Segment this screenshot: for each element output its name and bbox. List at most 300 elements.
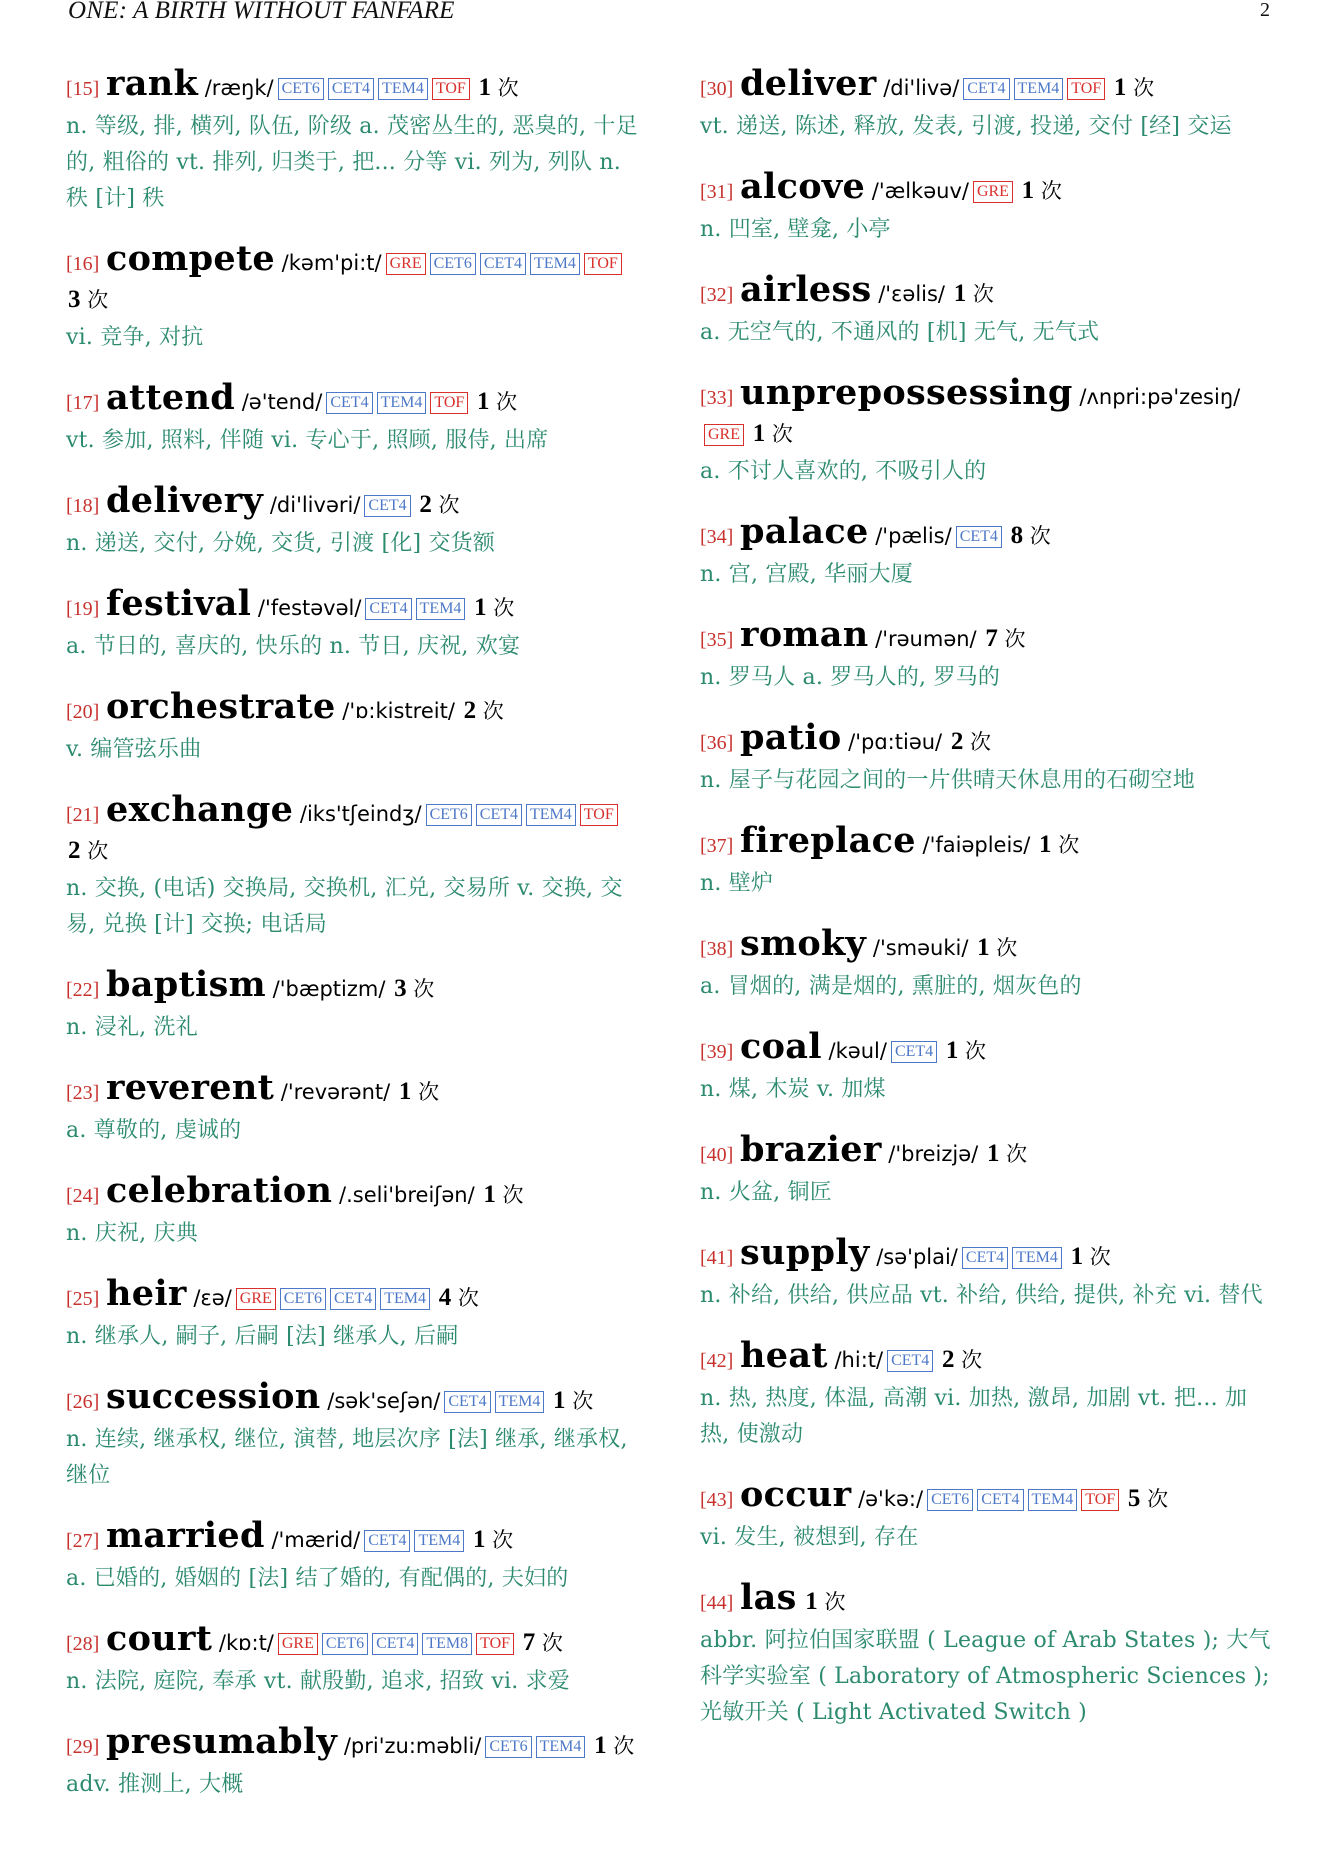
entry-headline (66, 1515, 638, 1559)
count-suffix: 次 (572, 1389, 594, 1413)
headword: compete (106, 238, 275, 279)
definition: vi. 竞争, 对抗 (66, 325, 204, 350)
entry-headline (700, 1026, 1275, 1070)
count-number: 1 (483, 1181, 496, 1208)
headword: alcove (740, 166, 866, 207)
entry-index: [17] (66, 392, 100, 414)
vocab-entry (700, 1026, 1275, 1108)
phonetic: /sək'seʃən/ (327, 1389, 441, 1413)
frequency-count (1071, 1245, 1111, 1269)
count-suffix: 次 (613, 1734, 635, 1758)
entry-headline (700, 717, 1275, 761)
vocab-entry (66, 377, 638, 459)
definition: n. 壁炉 (700, 871, 774, 896)
entry-index: [16] (66, 253, 100, 275)
headword: married (106, 1515, 265, 1556)
count-suffix: 次 (502, 1183, 524, 1207)
frequency-count (594, 1734, 634, 1758)
exam-tag-tem4: TEM4 (536, 1736, 586, 1758)
frequency-count (753, 422, 793, 446)
frequency-count (477, 390, 517, 414)
entry-headline (700, 820, 1275, 864)
headword: orchestrate (106, 686, 336, 727)
vocab-entry (700, 717, 1275, 799)
headword: fireplace (740, 820, 916, 861)
definition: vt. 递送, 陈述, 释放, 发表, 引渡, 投递, 交付 [经] 交运 (700, 114, 1232, 139)
vocab-entry (700, 372, 1275, 490)
vocab-entry (700, 923, 1275, 1005)
phonetic: /ræŋk/ (204, 76, 274, 100)
vocab-entry (66, 964, 638, 1046)
phonetic: /εə/ (193, 1286, 232, 1310)
exam-tag-gre: GRE (704, 424, 744, 446)
headword: supply (740, 1232, 870, 1273)
exam-tag-tem4: TEM4 (1014, 78, 1064, 100)
count-number: 1 (474, 594, 487, 621)
count-number: 1 (1021, 177, 1035, 204)
count-number: 1 (977, 934, 990, 961)
phonetic: /'εəlis/ (878, 282, 946, 306)
vocab-entry (66, 480, 638, 562)
count-number: 1 (805, 1588, 818, 1615)
definition: n. 庆祝, 庆典 (66, 1221, 198, 1246)
count-number: 1 (594, 1732, 607, 1759)
count-suffix: 次 (87, 839, 109, 863)
entry-headline (66, 686, 638, 730)
count-suffix: 次 (497, 76, 519, 100)
definition: a. 无空气的, 不通风的 [机] 无气, 无气式 (700, 320, 1100, 345)
entry-headline (66, 1273, 638, 1317)
entry-index: [44] (700, 1592, 734, 1614)
count-number: 1 (752, 420, 766, 447)
entry-index: [35] (700, 629, 734, 651)
entry-index: [19] (66, 598, 100, 620)
entry-index: [27] (66, 1530, 100, 1552)
entry-index: [25] (66, 1288, 100, 1310)
exam-tag-tof: TOF (1067, 78, 1105, 100)
frequency-count (1039, 833, 1079, 857)
count-suffix: 次 (457, 1286, 479, 1310)
frequency-count (1128, 1487, 1168, 1511)
phonetic: /'pælis/ (875, 524, 952, 548)
frequency-count (553, 1389, 593, 1413)
count-suffix: 次 (1133, 76, 1155, 100)
right-column (700, 63, 1275, 1755)
phonetic: /'pɑ:tiəu/ (848, 730, 943, 754)
entry-index: [21] (66, 804, 100, 826)
count-suffix: 次 (970, 730, 992, 754)
count-suffix: 次 (996, 936, 1018, 960)
entry-index: [30] (700, 78, 734, 100)
exam-tag-cet4: CET4 (364, 1530, 410, 1552)
exam-tag-cet4: CET4 (962, 1247, 1008, 1269)
definition: vt. 参加, 照料, 伴随 vi. 专心于, 照顾, 服侍, 出席 (66, 428, 549, 453)
frequency-count (473, 1528, 513, 1552)
phonetic: /'ælkəuv/ (871, 179, 969, 203)
exam-tag-cet6: CET6 (485, 1736, 531, 1758)
definition: adv. 推测上, 大概 (66, 1772, 244, 1797)
frequency-count (399, 1080, 439, 1104)
count-suffix: 次 (961, 1348, 983, 1372)
definition: n. 热, 热度, 体温, 高潮 vi. 加热, 激昂, 加剧 vt. 把... 加热, 使激动 (700, 1386, 1248, 1447)
entry-headline (66, 1170, 638, 1214)
entry-index: [28] (66, 1633, 100, 1655)
frequency-count (977, 936, 1017, 960)
definition: n. 浸礼, 洗礼 (66, 1015, 198, 1040)
exam-tag-cet4: CET4 (372, 1633, 418, 1655)
headword: rank (106, 63, 199, 104)
headword: airless (740, 269, 872, 310)
exam-tag-cet4: CET4 (956, 526, 1002, 548)
count-suffix: 次 (492, 1528, 514, 1552)
entry-index: [18] (66, 495, 100, 517)
count-number: 4 (438, 1284, 452, 1311)
count-suffix: 次 (413, 977, 435, 1001)
count-suffix: 次 (1029, 524, 1051, 548)
page-number: 2 (1260, 0, 1270, 21)
count-number: 1 (476, 388, 490, 415)
count-number: 7 (522, 1629, 536, 1656)
entry-headline (700, 1232, 1275, 1276)
entry-headline (700, 166, 1275, 210)
exam-tag-gre: GRE (236, 1288, 276, 1310)
definition: n. 补给, 供给, 供应品 vt. 补给, 供给, 提供, 补充 vi. 替代 (700, 1283, 1263, 1308)
definition: n. 递送, 交付, 分娩, 交货, 引渡 [化] 交货额 (66, 531, 496, 556)
count-number: 8 (1010, 522, 1024, 549)
vocab-entry (66, 1376, 638, 1494)
exam-tag-cet4: CET4 (364, 495, 410, 517)
frequency-count (951, 730, 991, 754)
definition: n. 罗马人 a. 罗马人的, 罗马的 (700, 665, 1001, 690)
definition: v. 编管弦乐曲 (66, 737, 202, 762)
phonetic: /ʌnpri:pə'zesiŋ/ (1079, 385, 1241, 409)
count-number: 1 (1039, 831, 1052, 858)
frequency-count (805, 1590, 845, 1614)
vocab-entry (66, 238, 638, 356)
definition: n. 屋子与花园之间的一片供晴天休息用的石砌空地 (700, 768, 1195, 793)
exam-tag-tem4: TEM4 (380, 1288, 430, 1310)
running-title: ONE: A BIRTH WITHOUT FANFARE (68, 0, 455, 24)
entry-headline (700, 1335, 1275, 1379)
entry-index: [40] (700, 1144, 734, 1166)
entry-headline (66, 377, 638, 421)
vocab-entry (66, 789, 638, 943)
headword: reverent (106, 1067, 275, 1108)
headword: delivery (106, 480, 264, 521)
definition: n. 法院, 庭院, 奉承 vt. 献殷勤, 追求, 招致 vi. 求爱 (66, 1669, 570, 1694)
definition: n. 继承人, 嗣子, 后嗣 [法] 继承人, 后嗣 (66, 1324, 459, 1349)
count-suffix: 次 (1006, 1142, 1028, 1166)
frequency-count (987, 1142, 1027, 1166)
definition: a. 不讨人喜欢的, 不吸引人的 (700, 459, 987, 484)
vocab-entry (66, 1170, 638, 1252)
entry-index: [32] (700, 284, 734, 306)
definition: n. 宫, 宫殿, 华丽大厦 (700, 562, 913, 587)
exam-tag-cet6: CET6 (927, 1489, 973, 1511)
exam-tag-tem4: TEM4 (1012, 1247, 1062, 1269)
frequency-count (464, 699, 504, 723)
entry-index: [15] (66, 78, 100, 100)
phonetic: /ə'kə:/ (858, 1487, 924, 1511)
headword: exchange (106, 789, 294, 830)
exam-tag-tof: TOF (580, 804, 618, 826)
entry-headline (700, 1577, 1275, 1621)
headword: succession (106, 1376, 321, 1417)
frequency-count (1011, 524, 1051, 548)
count-number: 3 (68, 286, 81, 313)
count-suffix: 次 (1089, 1245, 1111, 1269)
headword: smoky (740, 923, 867, 964)
exam-tag-cet4: CET4 (328, 78, 374, 100)
frequency-count (394, 977, 434, 1001)
entry-headline (700, 511, 1275, 555)
exam-tag-cet4: CET4 (891, 1041, 937, 1063)
count-number: 2 (419, 491, 432, 518)
definition: n. 煤, 木炭 v. 加煤 (700, 1077, 886, 1102)
definition: a. 冒烟的, 满是烟的, 熏脏的, 烟灰色的 (700, 974, 1082, 999)
definition: n. 交换, (电话) 交换局, 交换机, 汇兑, 交易所 v. 交换, 交易, 兑换 [计] 交换; 电话局 (66, 876, 623, 937)
phonetic: /hi:t/ (834, 1348, 884, 1372)
headword: coal (740, 1026, 822, 1067)
vocab-entry (66, 686, 638, 768)
count-number: 5 (1127, 1485, 1141, 1512)
entry-headline (700, 923, 1275, 967)
headword: attend (106, 377, 236, 418)
vocab-entry (700, 511, 1275, 593)
phonetic: /'mærid/ (271, 1528, 361, 1552)
exam-tag-tem4: TEM4 (495, 1391, 545, 1413)
phonetic: /'bæptizm/ (272, 977, 386, 1001)
frequency-count (478, 76, 518, 100)
definition: abbr. 阿拉伯国家联盟 ( League of Arab States ); 大气科学实验室 ( Laboratory of Atmospheric Sciences ); 光敏开关 ( Light Activated Switch ) (700, 1628, 1271, 1725)
headword: baptism (106, 964, 266, 1005)
entry-headline (66, 964, 638, 1008)
exam-tag-tof: TOF (1081, 1489, 1119, 1511)
frequency-count (523, 1631, 563, 1655)
entry-index: [34] (700, 526, 734, 548)
count-number: 1 (1113, 74, 1127, 101)
phonetic: /kəm'pi:t/ (281, 251, 382, 275)
count-suffix: 次 (1004, 627, 1026, 651)
phonetic: /.seli'breiʃən/ (339, 1183, 475, 1207)
entry-index: [37] (700, 835, 734, 857)
frequency-count (954, 282, 994, 306)
entry-index: [39] (700, 1041, 734, 1063)
vocab-entry (700, 1129, 1275, 1211)
frequency-count (483, 1183, 523, 1207)
vocab-entry (66, 1515, 638, 1597)
phonetic: /iks'tʃeindʒ/ (299, 802, 422, 826)
definition: n. 等级, 排, 横列, 队伍, 阶级 a. 茂密丛生的, 恶臭的, 十足的, 粗俗的 vt. 排列, 归类于, 把... 分等 vi. 列为, 列队 n. 秩 [计] 秩 (66, 114, 638, 211)
definition: vi. 发生, 被想到, 存在 (700, 1525, 919, 1550)
exam-tag-cet4: CET4 (365, 598, 411, 620)
exam-tag-cet4: CET4 (480, 253, 526, 275)
entry-headline (66, 1618, 638, 1662)
count-number: 7 (985, 625, 998, 652)
count-number: 1 (553, 1387, 566, 1414)
exam-tag-gre: GRE (973, 181, 1013, 203)
count-number: 1 (945, 1037, 959, 1064)
count-number: 1 (398, 1078, 412, 1105)
headword: heir (106, 1273, 187, 1314)
phonetic: /pri'zu:məbli/ (343, 1734, 482, 1758)
entry-index: [22] (66, 979, 100, 1001)
vocab-entry (700, 820, 1275, 902)
entry-headline (66, 63, 638, 107)
entry-index: [31] (700, 181, 734, 203)
headword: roman (740, 614, 869, 655)
count-number: 2 (68, 837, 81, 864)
headword: court (106, 1618, 213, 1659)
headword: heat (740, 1335, 828, 1376)
entry-index: [20] (66, 701, 100, 723)
vocab-entry (66, 1067, 638, 1149)
vocab-entry (66, 1618, 638, 1700)
count-suffix: 次 (482, 699, 504, 723)
exam-tag-cet6: CET6 (278, 78, 324, 100)
entry-headline (700, 1474, 1275, 1518)
vocab-entry (700, 269, 1275, 351)
count-suffix: 次 (541, 1631, 563, 1655)
exam-tag-gre: GRE (278, 1633, 318, 1655)
entry-index: [26] (66, 1391, 100, 1413)
entry-headline (700, 1129, 1275, 1173)
headword: las (740, 1577, 797, 1618)
count-suffix: 次 (418, 1080, 440, 1104)
entry-headline (66, 1067, 638, 1111)
count-number: 2 (941, 1346, 955, 1373)
entry-headline (66, 1376, 638, 1420)
count-suffix: 次 (438, 493, 460, 517)
count-number: 1 (986, 1140, 1000, 1167)
entry-headline (66, 789, 638, 869)
exam-tag-cet4: CET4 (887, 1350, 933, 1372)
phonetic: /di'livəri/ (269, 493, 361, 517)
headword: brazier (740, 1129, 882, 1170)
exam-tag-tof: TOF (476, 1633, 514, 1655)
headword: occur (740, 1474, 852, 1515)
headword: unprepossessing (740, 372, 1073, 413)
exam-tag-tem4: TEM4 (378, 78, 428, 100)
entry-index: [29] (66, 1736, 100, 1758)
exam-tag-tem4: TEM4 (530, 253, 580, 275)
vocab-entry (700, 1577, 1275, 1731)
phonetic: /'breizjə/ (888, 1142, 979, 1166)
exam-tag-tem4: TEM4 (1028, 1489, 1078, 1511)
vocab-entry (700, 1474, 1275, 1556)
exam-tag-tem4: TEM4 (416, 598, 466, 620)
count-number: 2 (950, 728, 964, 755)
phonetic: /kəul/ (828, 1039, 887, 1063)
exam-tag-cet6: CET6 (430, 253, 476, 275)
entry-headline (700, 63, 1275, 107)
exam-tag-gre: GRE (386, 253, 426, 275)
definition: a. 节日的, 喜庆的, 快乐的 n. 节日, 庆祝, 欢宴 (66, 634, 521, 659)
count-suffix: 次 (965, 1039, 987, 1063)
entry-index: [36] (700, 732, 734, 754)
exam-tag-cet4: CET4 (326, 392, 372, 414)
exam-tag-cet6: CET6 (280, 1288, 326, 1310)
phonetic: /'festəvəl/ (257, 596, 362, 620)
entry-headline (66, 1721, 638, 1765)
vocab-entry (66, 63, 638, 217)
entry-headline (700, 614, 1275, 658)
phonetic: /ə'tend/ (241, 390, 323, 414)
entry-headline (700, 269, 1275, 313)
count-number: 1 (478, 74, 491, 101)
exam-tag-tof: TOF (430, 392, 468, 414)
exam-tag-cet4: CET4 (963, 78, 1009, 100)
exam-tag-tof: TOF (432, 78, 470, 100)
frequency-count (68, 839, 108, 863)
definition: n. 连续, 继承权, 继位, 演替, 地层次序 [法] 继承, 继承权, 继位 (66, 1427, 628, 1488)
count-suffix: 次 (1147, 1487, 1169, 1511)
definition: n. 凹室, 壁龛, 小亭 (700, 217, 891, 242)
phonetic: /'ɒ:kistreit/ (342, 699, 455, 723)
vocab-entry (700, 1232, 1275, 1314)
entry-headline (700, 372, 1275, 452)
count-number: 1 (472, 1526, 486, 1553)
phonetic: /'faiəpleis/ (922, 833, 1031, 857)
entry-headline (66, 480, 638, 524)
count-suffix: 次 (87, 288, 109, 312)
count-number: 1 (953, 280, 967, 307)
exam-tag-cet4: CET4 (476, 804, 522, 826)
phonetic: /sə'plai/ (876, 1245, 958, 1269)
exam-tag-cet4: CET4 (330, 1288, 376, 1310)
headword: presumably (106, 1721, 338, 1762)
vocab-entry (700, 614, 1275, 696)
vocab-entry (700, 1335, 1275, 1453)
definition: a. 已婚的, 婚姻的 [法] 结了婚的, 有配偶的, 夫妇的 (66, 1566, 569, 1591)
frequency-count (946, 1039, 986, 1063)
exam-tag-cet4: CET4 (977, 1489, 1023, 1511)
frequency-count (439, 1286, 479, 1310)
vocab-entry (66, 1273, 638, 1355)
frequency-count (942, 1348, 982, 1372)
count-suffix: 次 (1058, 833, 1080, 857)
phonetic: /'sməuki/ (872, 936, 969, 960)
headword: celebration (106, 1170, 333, 1211)
exam-tag-cet4: CET4 (444, 1391, 490, 1413)
frequency-count (985, 627, 1025, 651)
headword: deliver (740, 63, 877, 104)
vocab-entry (700, 63, 1275, 145)
frequency-count (419, 493, 459, 517)
entry-index: [33] (700, 387, 734, 409)
count-suffix: 次 (493, 596, 515, 620)
exam-tag-tem4: TEM4 (414, 1530, 464, 1552)
vocab-entry (700, 166, 1275, 248)
frequency-count (1022, 179, 1062, 203)
entry-headline (66, 238, 638, 318)
entry-index: [41] (700, 1247, 734, 1269)
headword: festival (106, 583, 252, 624)
frequency-count (68, 288, 108, 312)
count-suffix: 次 (824, 1590, 846, 1614)
phonetic: /kɒ:t/ (218, 1631, 274, 1655)
frequency-count (1114, 76, 1154, 100)
exam-tag-tem4: TEM4 (526, 804, 576, 826)
count-suffix: 次 (771, 422, 793, 446)
count-suffix: 次 (972, 282, 994, 306)
headword: patio (740, 717, 842, 758)
exam-tag-tem8: TEM8 (422, 1633, 472, 1655)
phonetic: /di'livə/ (883, 76, 960, 100)
definition: n. 火盆, 铜匠 (700, 1180, 832, 1205)
count-number: 3 (394, 975, 407, 1002)
headword: palace (740, 511, 869, 552)
